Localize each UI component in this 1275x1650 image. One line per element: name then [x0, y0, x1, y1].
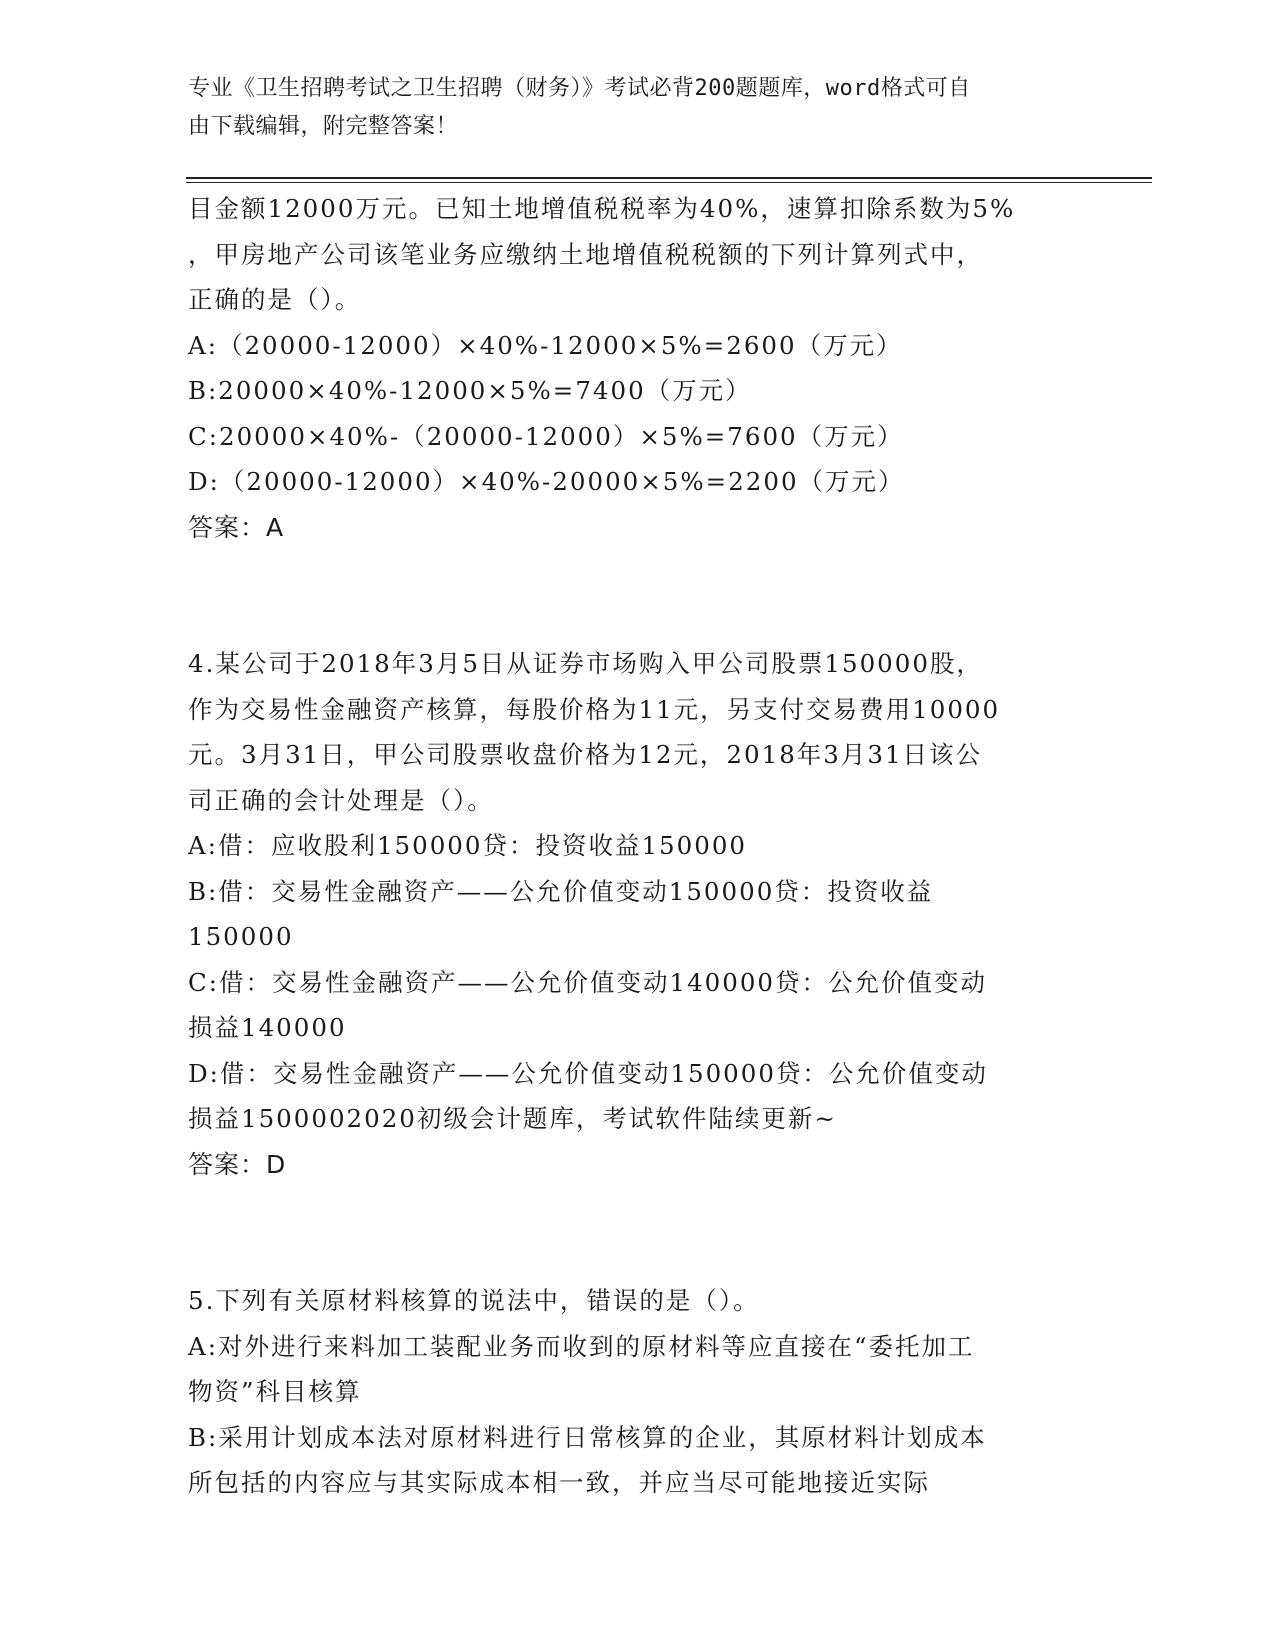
document-body [188, 186, 1088, 1506]
option-b: B:采用计划成本法对原材料进行日常核算的企业，其原材料计划成本 [188, 1422, 987, 1452]
question-3 [188, 186, 1088, 550]
option-c-continued: 损益140000 [188, 1013, 347, 1042]
spacer [188, 1233, 1088, 1279]
option-b: B:20000×40%-12000×5%=7400（万元） [188, 376, 752, 405]
question-text-line: 作为交易性金融资产核算，每股价格为11元，另支付交易费用10000 [188, 694, 1001, 724]
spacer [188, 1187, 1088, 1233]
answer-label: 答案：A [188, 512, 285, 542]
option-b-continued: 150000 [188, 922, 294, 951]
header-rule-thin [186, 182, 1152, 183]
spacer [188, 596, 1088, 642]
option-d: D:（20000-12000）×40%-20000×5%=2200（万元） [188, 467, 905, 496]
option-d: D:借：交易性金融资产——公允价值变动150000贷：公允价值变动 [188, 1058, 988, 1088]
question-text-line: 目金额12000万元。已知土地增值税税率为40%，速算扣除系数为5% [188, 194, 1016, 223]
question-text-line: 元。3月31日，甲公司股票收盘价格为12元，2018年3月31日该公 [188, 740, 983, 769]
header-line-2: 由下载编辑，附完整答案！ [188, 114, 459, 139]
option-c: C:借：交易性金融资产——公允价值变动140000贷：公允价值变动 [188, 967, 988, 997]
header-rule [186, 177, 1152, 179]
option-a: A:借：应收股利150000贷：投资收益150000 [188, 831, 747, 860]
spacer [188, 550, 1088, 596]
option-d-continued: 损益1500002020初级会计题库，考试软件陆续更新~ [188, 1104, 837, 1133]
page-header [188, 70, 1088, 146]
answer-label: 答案：D [188, 1149, 287, 1179]
question-text-line: 司正确的会计处理是（）。 [188, 785, 494, 815]
option-a-continued: 物资”科目核算 [188, 1377, 362, 1406]
option-b-continued: 所包括的内容应与其实际成本相一致，并应当尽可能地接近实际 [188, 1468, 930, 1497]
option-b: B:借：交易性金融资产——公允价值变动150000贷：投资收益 [188, 876, 934, 906]
question-text-line: ，甲房地产公司该笔业务应缴纳土地增值税税额的下列计算列式中， [188, 239, 983, 269]
option-a: A:对外进行来料加工装配业务而收到的原材料等应直接在“委托加工 [188, 1331, 975, 1361]
question-5 [188, 1278, 1088, 1506]
question-text-line: 正确的是（）。 [188, 285, 362, 314]
header-line-1: 专业《卫生招聘考试之卫生招聘（财务）》考试必背200题题库，word格式可自 [188, 76, 971, 101]
question-text-line: 5.下列有关原材料核算的说法中，错误的是（）。 [188, 1286, 760, 1315]
question-4 [188, 641, 1088, 1187]
question-text-line: 4.某公司于2018年3月5日从证券市场购入甲公司股票150000股， [188, 649, 983, 678]
option-c: C:20000×40%-（20000-12000）×5%=7600（万元） [188, 421, 904, 451]
option-a: A:（20000-12000）×40%-12000×5%=2600（万元） [188, 330, 903, 360]
